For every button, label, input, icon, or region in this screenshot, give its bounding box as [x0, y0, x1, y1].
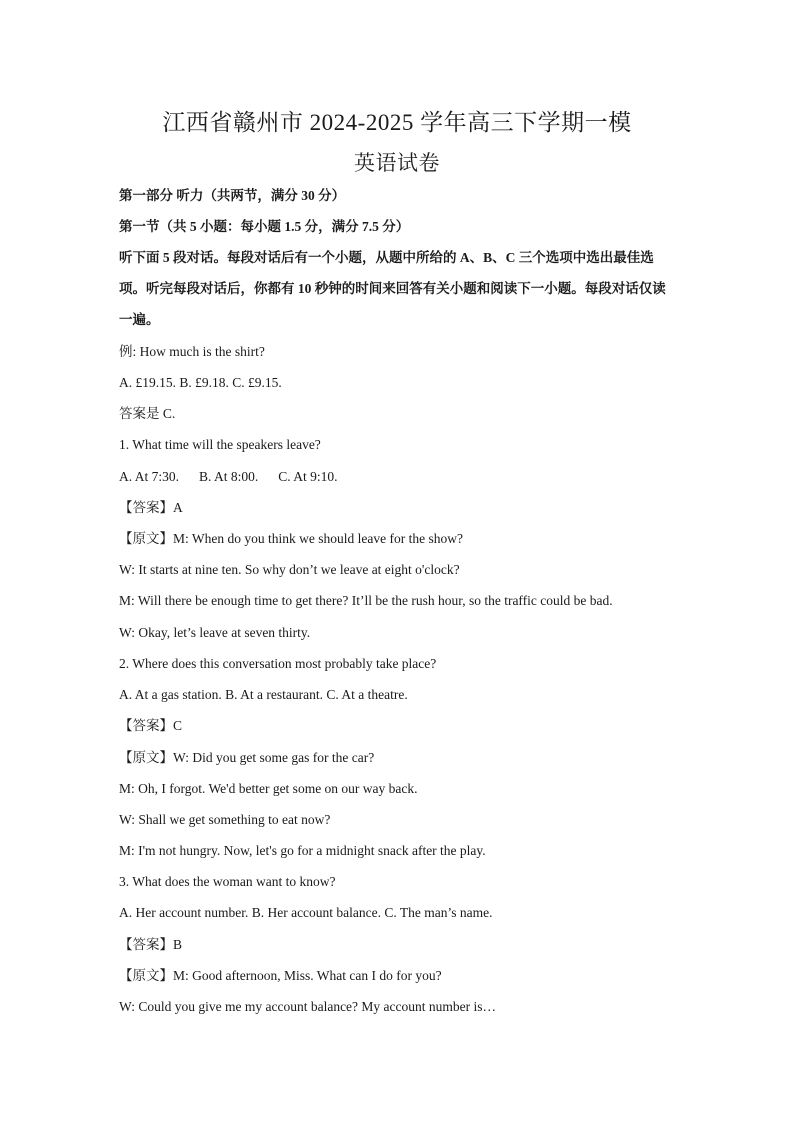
- transcript-line: W: Shall we get something to eat now?: [119, 812, 331, 827]
- transcript-line: 【原文】M: Good afternoon, Miss. What can I do for you?: [119, 968, 442, 983]
- transcript-line: W: Okay, let’s leave at seven thirty.: [119, 625, 311, 640]
- transcript-line: M: Oh, I forgot. We'd better get some on our way back.: [119, 781, 418, 796]
- transcript-line: M: Will there be enough time to get there? It’ll be the rush hour, so the traffic could be bad.: [119, 593, 613, 608]
- example-options: A. £19.15. B. £9.18. C. £9.15.: [119, 375, 282, 390]
- subsection-heading: 第一节（共 5 小题：每小题 1.5 分，满分 7.5 分）: [119, 219, 410, 234]
- section-heading: 第一部分 听力（共两节，满分 30 分）: [119, 188, 346, 203]
- question-3-options: A. Her account number. B. Her account balance. C. The man’s name.: [119, 905, 493, 920]
- transcript-line: M: I'm not hungry. Now, let's go for a midnight snack after the play.: [119, 843, 486, 858]
- question-1-answer: 【答案】A: [119, 500, 183, 515]
- option-a: A. At 7:30.: [119, 469, 180, 484]
- question-2: 2. Where does this conversation most probably take place?: [119, 656, 437, 671]
- question-1-options: [119, 468, 338, 486]
- instructions: 听下面 5 段对话。每段对话后有一个小题，从题中所给的 A、B、C 三个选项中选出最佳选项。听完每段对话后，你都有 10 秒钟的时间来回答有关小题和阅读下一小题。每段对话仅读一遍。: [119, 250, 666, 327]
- option-b: B. At 8:00.: [199, 469, 259, 484]
- transcript-line: 【原文】M: When do you think we should leave for the show?: [119, 531, 463, 546]
- question-1: 1. What time will the speakers leave?: [119, 437, 321, 452]
- transcript-line: W: It starts at nine ten. So why don’t we leave at eight o'clock?: [119, 562, 460, 577]
- option-c: C. At 9:10.: [278, 469, 338, 484]
- document-title: 江西省赣州市 2024-2025 学年高三下学期一模: [162, 110, 632, 135]
- question-2-options: A. At a gas station. B. At a restaurant. C. At a theatre.: [119, 687, 408, 702]
- example-question: 例: How much is the shirt?: [119, 344, 265, 359]
- transcript-line: W: Could you give me my account balance? My account number is…: [119, 999, 497, 1014]
- document-subtitle: 英语试卷: [354, 151, 440, 175]
- question-3-answer: 【答案】B: [119, 937, 183, 952]
- question-2-answer: 【答案】C: [119, 718, 183, 733]
- example-answer: 答案是 C.: [119, 406, 176, 421]
- transcript-line: 【原文】W: Did you get some gas for the car?: [119, 750, 375, 765]
- question-3: 3. What does the woman want to know?: [119, 874, 336, 889]
